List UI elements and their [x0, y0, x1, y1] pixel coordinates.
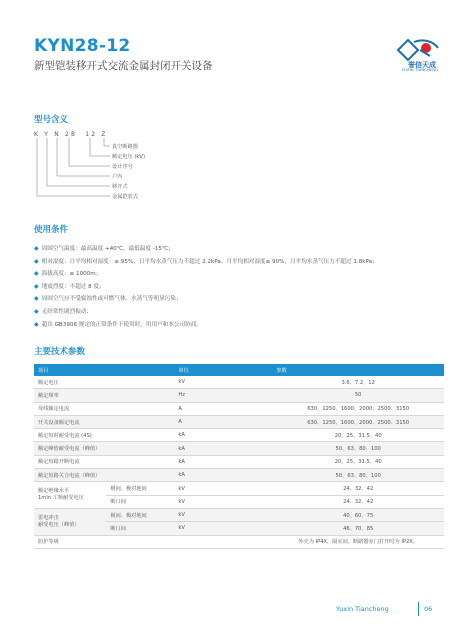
page-title: KYN28-12 — [34, 36, 131, 56]
table-row: 额定绝缘水平 1min 工频耐受电压 极间、极对地间 kV 24、32、42 — [34, 482, 444, 495]
diamond-icon: ◆ — [34, 307, 39, 315]
table-row: 雷电冲击 耐受电压（峰值） 极间、极对地间 kV 40、60、75 — [34, 508, 444, 521]
model-label-voltage: 额定电压 (kV) — [112, 154, 145, 160]
table-row: 断口间 kV 24、32、42 — [34, 495, 444, 508]
model-label-design: 设计序号 — [112, 164, 133, 170]
model-label-vacuum: 真空断路器 — [112, 144, 138, 150]
table-row: 断口间 kV 46、70、85 — [34, 522, 444, 535]
footer-brand: Yuxin Tiancheng — [336, 605, 389, 613]
table-row: 防护等级 外壳为 IP4X，隔室间、断路器室门打开时为 IP2X。 — [34, 535, 444, 548]
condition-item: ◆ 超出 GB3906 规定的正常条件下使用时，用用户和本公司协商。 — [34, 320, 202, 328]
specs-table — [34, 364, 444, 549]
model-label-indoor: 户内 — [112, 174, 123, 180]
condition-item: ◆ 无经常性剧烈振动； — [34, 307, 92, 315]
model-heading: 型号含义 — [34, 115, 69, 125]
footer-divider — [418, 602, 419, 616]
conditions-list — [34, 243, 444, 331]
model-label-armored: 金属铠装式 — [112, 194, 138, 200]
table-row: 额定峰值耐受电流（峰值） kA 50、63、80、100 — [34, 442, 444, 455]
page-subtitle: 新型铠装移开式交流金属封闭开关设备 — [34, 60, 213, 72]
page-number: 06 — [424, 605, 433, 613]
table-row: 额定短时耐受电流 (4S) kA 20、25、31.5、40 — [34, 429, 444, 442]
table-row: 额定频率 Hz 50 — [34, 389, 444, 402]
diamond-icon: ◆ — [34, 295, 39, 303]
diamond-icon: ◆ — [34, 282, 39, 290]
condition-item: ◆ 相对湿度：日平均相对湿度：≤ 95%，日平均水蒸气压力不超过 2.2kPa；月平均相对湿度≤ 90%，月平均水蒸气压力不超过 1.8kPa； — [34, 257, 378, 265]
specs-heading: 主要技术参数 — [34, 347, 86, 357]
model-code: K Y N 28 12 Z — [34, 131, 108, 138]
table-row: 额定短路开断电流 kA 20、25、31.5、40 — [34, 455, 444, 468]
diamond-icon: ◆ — [34, 245, 39, 252]
condition-item: ◆ 周围空气温度：最高温度 +40℃，最低温度 -15℃； — [34, 245, 174, 252]
diamond-icon: ◆ — [34, 257, 39, 265]
condition-item: ◆ 周围空气应不受腐蚀性或可燃气体、水蒸气等明显污染； — [34, 295, 182, 303]
model-label-withdrawable: 移开式 — [112, 184, 128, 190]
logo-text: 誉信天成 — [408, 61, 436, 69]
table-row: 母线额定电流 A 630、1250、1600、2000、2500、3150 — [34, 402, 444, 415]
table-row: 开关设备额定电流 A 630、1250、1600、2000、2500、3150 — [34, 415, 444, 428]
diamond-icon: ◆ — [34, 320, 39, 328]
header-unit: 单位 — [174, 364, 272, 376]
table-row: 额定短路关合电流（峰值） kA 50、63、80、100 — [34, 469, 444, 482]
table-header-row — [34, 364, 444, 376]
conditions-heading: 使用条件 — [34, 225, 69, 235]
header-value: 参数 — [272, 364, 444, 376]
condition-item: ◆ 海拔高度：≤ 1000m； — [34, 270, 102, 278]
diamond-icon: ◆ — [34, 270, 39, 278]
condition-item: ◆ 地震烈度：不超过 8 度； — [34, 282, 105, 290]
logo-subtext: YUXIN TIANCHENG — [401, 68, 439, 72]
header-item: 项目 — [34, 364, 174, 376]
table-row: 额定电压 kV 3.6、7.2、12 — [34, 376, 444, 389]
